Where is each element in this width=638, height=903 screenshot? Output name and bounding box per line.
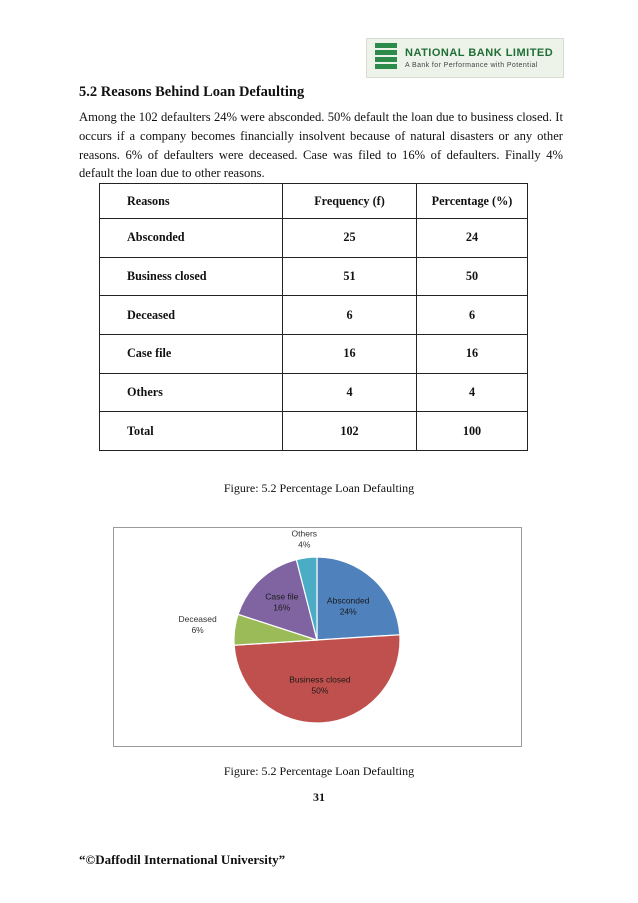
table-cell: 25 bbox=[283, 219, 417, 258]
table-cell: 4 bbox=[417, 373, 528, 412]
table-cell: 102 bbox=[283, 412, 417, 451]
table-cell: 6 bbox=[417, 296, 528, 335]
pie-label-business-closed: Business closed 50% bbox=[289, 674, 351, 696]
pie-label-case-file: Case file 16% bbox=[265, 591, 299, 613]
table-cell: 24 bbox=[417, 219, 528, 258]
table-row bbox=[100, 335, 528, 374]
table-cell: Case file bbox=[100, 335, 283, 374]
table-cell: Total bbox=[100, 412, 283, 451]
table-cell: Business closed bbox=[100, 257, 283, 296]
figure-caption-top: Figure: 5.2 Percentage Loan Defaulting bbox=[223, 481, 415, 495]
logo-tagline: A Bank for Performance with Potential bbox=[405, 62, 538, 69]
table-cell: 6 bbox=[283, 296, 417, 335]
table-cell: Deceased bbox=[100, 296, 283, 335]
table-row bbox=[100, 296, 528, 335]
section-title: 5.2 Reasons Behind Loan Defaulting bbox=[79, 84, 305, 100]
table-cell: 16 bbox=[283, 335, 417, 374]
page-number: 31 bbox=[313, 790, 325, 804]
table-row bbox=[100, 219, 528, 258]
table-cell: 4 bbox=[283, 373, 417, 412]
table-header-cell: Frequency (f) bbox=[283, 184, 417, 219]
table-cell: Others bbox=[100, 373, 283, 412]
bank-logo bbox=[366, 38, 564, 78]
table-header-cell: Reasons bbox=[100, 184, 283, 219]
table-cell: Absconded bbox=[100, 219, 283, 258]
table-cell: 16 bbox=[417, 335, 528, 374]
pie-chart bbox=[114, 528, 521, 746]
table-row bbox=[100, 257, 528, 296]
table-cell: 50 bbox=[417, 257, 528, 296]
logo-name: NATIONAL BANK LIMITED bbox=[405, 47, 554, 59]
table-cell: 51 bbox=[283, 257, 417, 296]
figure-caption-bottom: Figure: 5.2 Percentage Loan Defaulting bbox=[223, 764, 415, 778]
table-row bbox=[100, 373, 528, 412]
table-header-cell: Percentage (%) bbox=[417, 184, 528, 219]
pie-label-others: Others 4% bbox=[291, 528, 318, 550]
bank-logo-icon bbox=[375, 43, 397, 73]
table-cell: 100 bbox=[417, 412, 528, 451]
pie-label-absconded: Absconded 24% bbox=[326, 595, 370, 617]
body-paragraph: Among the 102 defaulters 24% were absconded. 50% default the loan due to business closed. It occurs if a company becomes financially insolvent because of natural disasters or any other reasons. 6% of defaulters were deceased. Case was filed to 16% of defaulters. Finally 4% default the loan due to other reasons. bbox=[79, 110, 563, 181]
defaulting-table bbox=[99, 183, 528, 451]
pie-label-deceased: Deceased 6% bbox=[178, 613, 217, 635]
pie-chart-frame bbox=[113, 527, 522, 747]
table-header-row bbox=[100, 184, 528, 219]
table-total-row bbox=[100, 412, 528, 451]
footer-text: “©Daffodil International University” bbox=[79, 852, 286, 867]
